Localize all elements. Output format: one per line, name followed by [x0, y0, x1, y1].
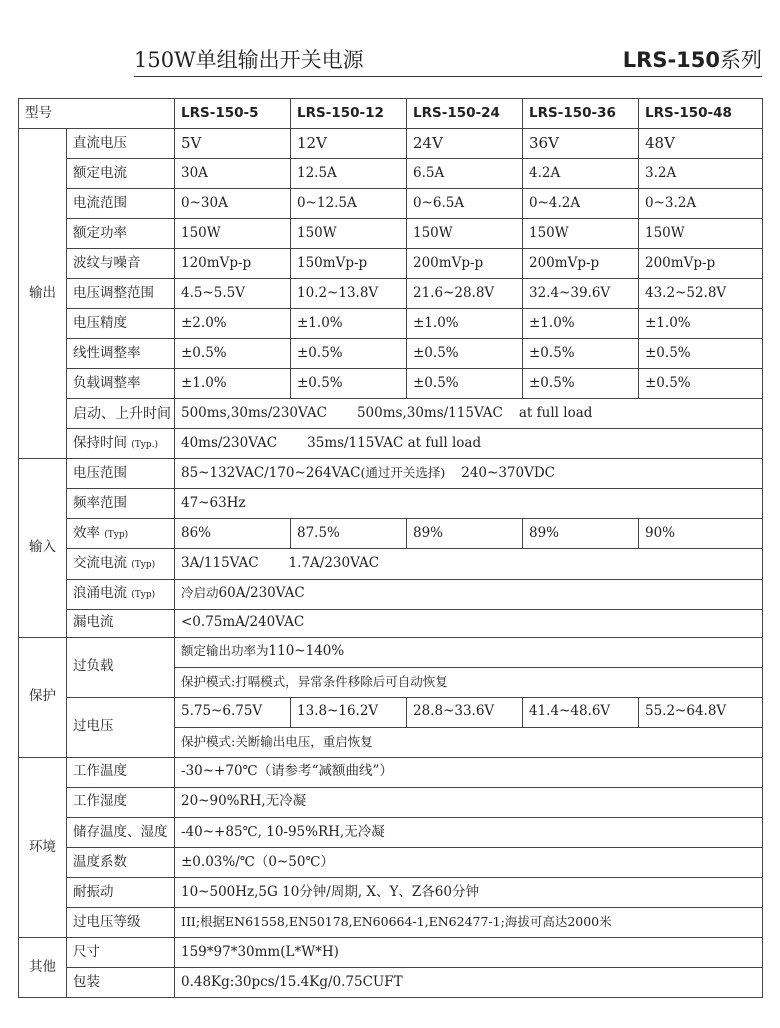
cell: 200mVp-p — [639, 249, 763, 279]
section-environment: 环境 — [19, 757, 67, 937]
table-row — [19, 937, 763, 967]
table-row — [19, 637, 763, 667]
cell: ±1.0% — [407, 309, 523, 339]
row-label: 漏电流 — [67, 609, 175, 637]
cell: ±1.0% — [523, 309, 639, 339]
table-row — [19, 279, 763, 309]
table-row — [19, 399, 763, 429]
env-value: -30~+70℃（请参考“减额曲线”） — [175, 757, 763, 787]
section-other: 其他 — [19, 937, 67, 997]
ac-current-115: 3A/115VAC — [181, 555, 259, 572]
cell: 90% — [639, 519, 763, 549]
model-label: 型号 — [19, 99, 175, 129]
model-name: LRS-150-36 — [523, 99, 639, 129]
env-value: -40~+85℃, 10-95%RH,无冷凝 — [175, 817, 763, 847]
row-label: 耐振动 — [67, 877, 175, 907]
spec-table — [18, 98, 763, 998]
row-label: 额定电流 — [67, 159, 175, 189]
inrush-amount: 60A/230VAC — [218, 585, 305, 602]
cell: 43.2~52.8V — [639, 279, 763, 309]
env-value: 20~90%RH,无冷凝 — [175, 787, 763, 817]
hold-value — [175, 429, 763, 459]
cell: 200mVp-p — [523, 249, 639, 279]
row-label: 负载调整率 — [67, 369, 175, 399]
row-label: 尺寸 — [67, 937, 175, 967]
input-voltage-value — [175, 459, 763, 489]
cell: 5.75~6.75V — [175, 697, 291, 727]
overload-text: 额定输出功率为 — [181, 643, 269, 659]
row-label: 工作温度 — [67, 757, 175, 787]
table-row — [19, 757, 763, 787]
cell: 150W — [523, 219, 639, 249]
section-input: 输入 — [19, 459, 67, 637]
table-row — [19, 817, 763, 847]
cell: 10.2~13.8V — [291, 279, 407, 309]
cell: 24V — [407, 129, 523, 159]
cell: 28.8~33.6V — [407, 697, 523, 727]
cell: 87.5% — [291, 519, 407, 549]
cell: 30A — [175, 159, 291, 189]
row-label: 额定功率 — [67, 219, 175, 249]
inrush-prefix: 冷启动 — [181, 585, 219, 601]
table-row — [19, 519, 763, 549]
row-label — [67, 519, 175, 549]
table-row — [19, 309, 763, 339]
row-label — [67, 579, 175, 609]
cell: 89% — [407, 519, 523, 549]
startup-value — [175, 399, 763, 429]
row-label: 电流范围 — [67, 189, 175, 219]
cell: 36V — [523, 129, 639, 159]
cell: 150W — [639, 219, 763, 249]
inrush-note: (Typ) — [131, 590, 156, 601]
cell: 21.6~28.8V — [407, 279, 523, 309]
table-row — [19, 459, 763, 489]
cell: ±0.5% — [523, 339, 639, 369]
overvoltage-mode-text: 关断输出电压，重启恢复 — [235, 733, 373, 749]
cell: 120mVp-p — [175, 249, 291, 279]
row-label: 电压精度 — [67, 309, 175, 339]
overvoltage-mode-label: 保护模式: — [181, 733, 236, 749]
ac-current-note: (Typ) — [131, 560, 156, 571]
other-value: 0.48Kg:30pcs/15.4Kg/0.75CUFT — [175, 967, 763, 997]
row-label: 线性调整率 — [67, 339, 175, 369]
table-row — [19, 249, 763, 279]
row-label: 过电压等级 — [67, 907, 175, 937]
cell: ±1.0% — [639, 309, 763, 339]
cell: 150W — [407, 219, 523, 249]
cell: 4.2A — [523, 159, 639, 189]
input-dc-range: 240~370VDC — [461, 465, 555, 482]
table-row — [19, 189, 763, 219]
cell: 32.4~39.6V — [523, 279, 639, 309]
model-row — [19, 99, 763, 129]
cell: ±1.0% — [175, 369, 291, 399]
cell: 12V — [291, 129, 407, 159]
env-value: ±0.03%/℃（0~50℃） — [175, 847, 763, 877]
input-switch-note: (通过开关选择) — [360, 465, 446, 481]
cell: ±0.5% — [639, 369, 763, 399]
cell: ±0.5% — [291, 339, 407, 369]
row-label: 过负载 — [67, 637, 175, 697]
cell: ±2.0% — [175, 309, 291, 339]
section-output: 输出 — [19, 129, 67, 459]
row-label — [67, 429, 175, 459]
cell: 48V — [639, 129, 763, 159]
table-row — [19, 907, 763, 937]
overload-range: 110~140% — [268, 643, 345, 660]
cell: 0~3.2A — [639, 189, 763, 219]
startup-load: at full load — [518, 405, 593, 422]
ac-current-230: 1.7A/230VAC — [288, 555, 380, 572]
table-row — [19, 159, 763, 189]
table-row — [19, 967, 763, 997]
page-header — [134, 40, 762, 77]
cell: ±1.0% — [291, 309, 407, 339]
overload-mode-label: 保护模式: — [181, 673, 236, 689]
cell: 200mVp-p — [407, 249, 523, 279]
cell: ±0.5% — [407, 369, 523, 399]
table-row — [19, 339, 763, 369]
model-name: LRS-150-48 — [639, 99, 763, 129]
other-value: 159*97*30mm(L*W*H) — [175, 937, 763, 967]
cell: 0~4.2A — [523, 189, 639, 219]
efficiency-note: (Typ) — [104, 530, 129, 541]
series-title — [623, 44, 762, 74]
table-row — [19, 129, 763, 159]
cell: ±0.5% — [407, 339, 523, 369]
env-value: III;根据EN61558,EN50178,EN60664-1,EN62477-1;海拔可高达2000米 — [175, 907, 763, 937]
startup-230: 500ms,30ms/230VAC — [181, 405, 327, 422]
cell: 0~30A — [175, 189, 291, 219]
table-row — [19, 489, 763, 519]
row-label: 温度系数 — [67, 847, 175, 877]
table-row — [19, 369, 763, 399]
row-label: 启动、上升时间 — [67, 399, 175, 429]
row-label: 电压范围 — [67, 459, 175, 489]
cell: ±0.5% — [523, 369, 639, 399]
cell: 0~12.5A — [291, 189, 407, 219]
cell: 86% — [175, 519, 291, 549]
table-row — [19, 847, 763, 877]
cell: 150W — [291, 219, 407, 249]
table-row — [19, 579, 763, 609]
overvoltage-mode — [175, 727, 763, 757]
input-ac-range: 85~132VAC/170~264VAC — [181, 465, 361, 482]
efficiency-label: 效率 — [73, 525, 100, 542]
row-label: 过电压 — [67, 697, 175, 757]
hold-230: 40ms/230VAC — [181, 435, 278, 452]
ac-current-label: 交流电流 — [73, 555, 127, 572]
row-label: 波纹与噪音 — [67, 249, 175, 279]
cell: 3.2A — [639, 159, 763, 189]
startup-115: 500ms,30ms/115VAC — [356, 405, 503, 422]
inrush-value — [175, 579, 763, 609]
freq-value: 47~63Hz — [175, 489, 763, 519]
cell: 6.5A — [407, 159, 523, 189]
overload-mode — [175, 667, 763, 697]
cell: 5V — [175, 129, 291, 159]
row-label: 直流电压 — [67, 129, 175, 159]
model-name: LRS-150-24 — [407, 99, 523, 129]
env-value: 10~500Hz,5G 10分钟/周期, X、Y、Z各60分钟 — [175, 877, 763, 907]
section-protection: 保护 — [19, 637, 67, 757]
table-row — [19, 609, 763, 637]
hold-115: 35ms/115VAC at full load — [307, 435, 482, 452]
row-label: 储存温度、湿度 — [67, 817, 175, 847]
table-row — [19, 429, 763, 459]
row-label: 频率范围 — [67, 489, 175, 519]
cell: ±0.5% — [291, 369, 407, 399]
ac-current-value — [175, 549, 763, 579]
cell: 12.5A — [291, 159, 407, 189]
cell: 0~6.5A — [407, 189, 523, 219]
cell: 13.8~16.2V — [291, 697, 407, 727]
row-label: 电压调整范围 — [67, 279, 175, 309]
cell: 150W — [175, 219, 291, 249]
leakage-value: <0.75mA/240VAC — [175, 609, 763, 637]
overload-mode-text: 打嗝模式，异常条件移除后可自动恢复 — [235, 673, 448, 689]
table-row — [19, 877, 763, 907]
table-row — [19, 787, 763, 817]
hold-label: 保持时间 — [73, 435, 127, 452]
cell: 4.5~5.5V — [175, 279, 291, 309]
inrush-label: 浪涌电流 — [73, 585, 127, 602]
model-name: LRS-150-5 — [175, 99, 291, 129]
table-row — [19, 549, 763, 579]
series-model: LRS-150 — [622, 48, 720, 72]
cell: 89% — [523, 519, 639, 549]
row-label: 工作湿度 — [67, 787, 175, 817]
model-name: LRS-150-12 — [291, 99, 407, 129]
row-label: 包装 — [67, 967, 175, 997]
cell: 150mVp-p — [291, 249, 407, 279]
overload-value — [175, 637, 763, 667]
document-title: 150W单组输出开关电源 — [134, 48, 364, 72]
series-suffix: 系列 — [720, 48, 762, 72]
table-row — [19, 697, 763, 727]
row-label — [67, 549, 175, 579]
cell: 41.4~48.6V — [523, 697, 639, 727]
cell: ±0.5% — [639, 339, 763, 369]
cell: 55.2~64.8V — [639, 697, 763, 727]
table-row — [19, 219, 763, 249]
cell: ±0.5% — [175, 339, 291, 369]
hold-note: (Typ.) — [131, 440, 159, 451]
